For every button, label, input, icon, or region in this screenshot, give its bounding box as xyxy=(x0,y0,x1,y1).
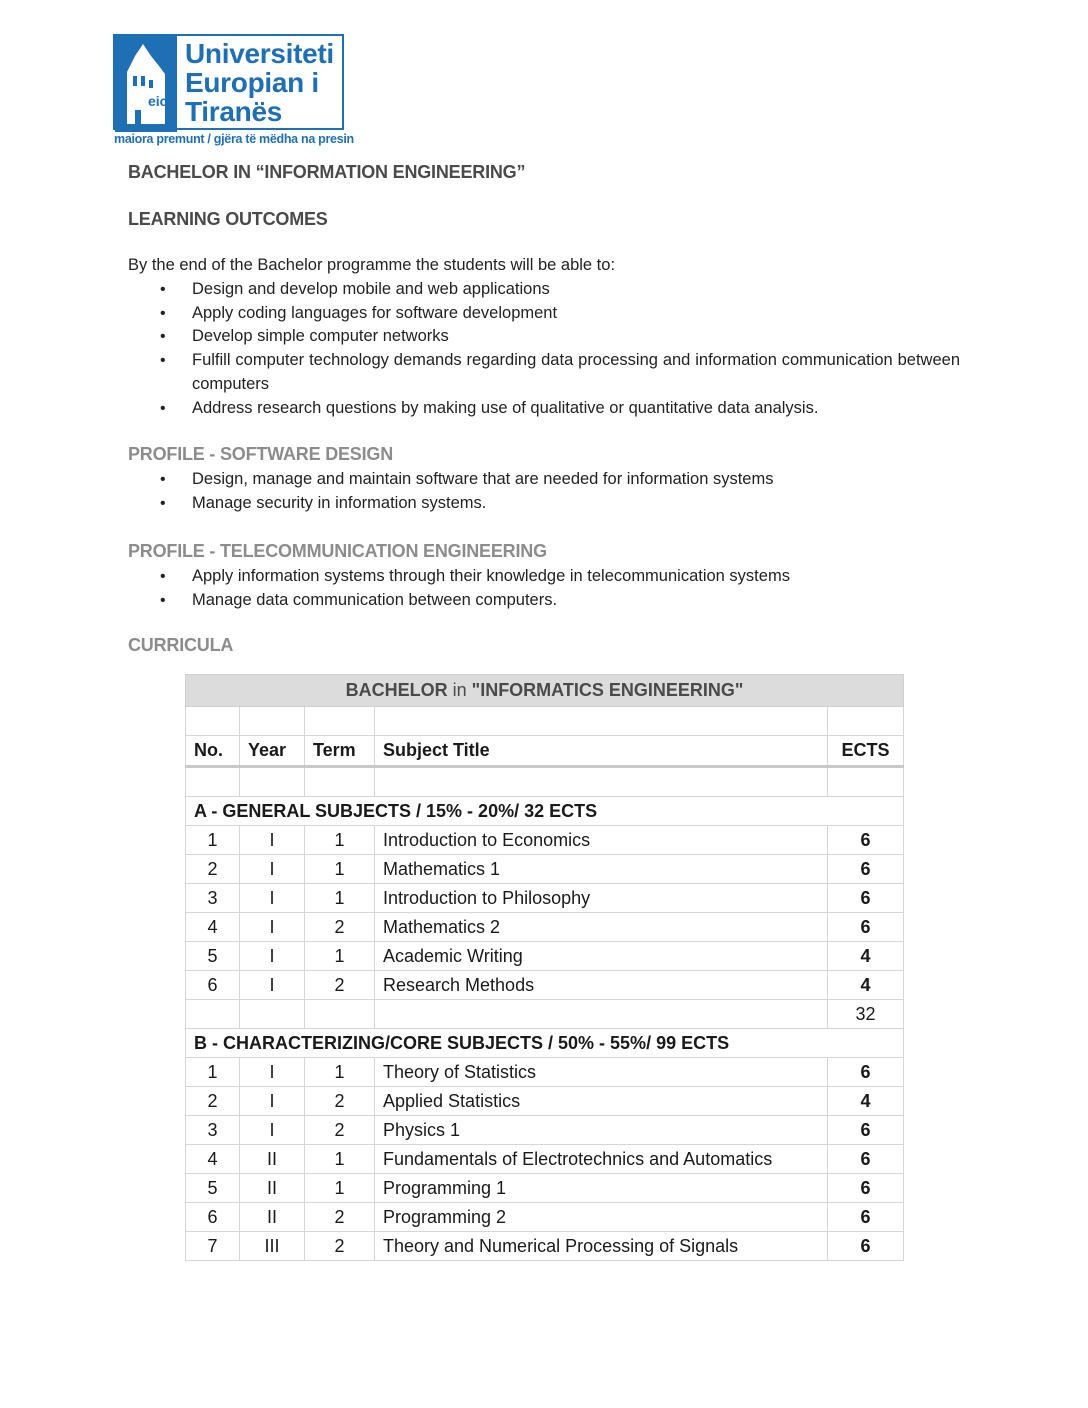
caption-part1: BACHELOR xyxy=(345,680,448,700)
cell-no: 6 xyxy=(186,971,240,1000)
section-a-total: 32 xyxy=(828,1000,904,1029)
cell-year: I xyxy=(240,1087,305,1116)
building-emblem-icon xyxy=(115,36,177,132)
col-header-subject: Subject Title xyxy=(375,736,828,767)
col-header-no: No. xyxy=(186,736,240,767)
cell-year: I xyxy=(240,1058,305,1087)
curricula-table xyxy=(185,674,904,1261)
table-header-row xyxy=(186,736,904,767)
cell-subject: Introduction to Philosophy xyxy=(375,884,828,913)
cell-subject: Applied Statistics xyxy=(375,1087,828,1116)
cell-ects: 4 xyxy=(828,971,904,1000)
list-item: • Apply coding languages for software development xyxy=(160,302,960,326)
cell-ects: 6 xyxy=(828,1116,904,1145)
logo-tagline: maiora premunt / gjëra të mëdha na presin xyxy=(114,132,354,146)
cell-ects: 6 xyxy=(828,826,904,855)
list-item: • Fulfill computer technology demands regarding data processing and information communication between computers xyxy=(160,349,960,396)
cell-year: I xyxy=(240,884,305,913)
document-title: BACHELOR IN “INFORMATION ENGINEERING” xyxy=(128,162,526,182)
list-item: • Develop simple computer networks xyxy=(160,325,960,349)
section-a-row xyxy=(186,797,904,826)
logo-wordmark xyxy=(185,39,345,126)
table-row xyxy=(186,913,904,942)
table-row xyxy=(186,1174,904,1203)
cell-ects: 6 xyxy=(828,855,904,884)
logo-line-2: Europian i xyxy=(185,67,319,98)
cell-year: I xyxy=(240,971,305,1000)
learning-outcomes-list xyxy=(160,278,960,420)
cell-subject: Research Methods xyxy=(375,971,828,1000)
cell-term: 1 xyxy=(305,826,375,855)
spacer-row xyxy=(186,707,904,736)
table-caption xyxy=(186,675,904,707)
cell-ects: 6 xyxy=(828,884,904,913)
cell-subject: Programming 1 xyxy=(375,1174,828,1203)
cell-ects: 4 xyxy=(828,1087,904,1116)
cell-subject: Physics 1 xyxy=(375,1116,828,1145)
logo-frame xyxy=(113,34,344,130)
cell-no: 4 xyxy=(186,913,240,942)
cell-subject: Mathematics 2 xyxy=(375,913,828,942)
cell-year: III xyxy=(240,1232,305,1261)
section-b-row xyxy=(186,1029,904,1058)
cell-term: 2 xyxy=(305,1203,375,1232)
profile-telecom-heading: PROFILE - TELECOMMUNICATION ENGINEERING xyxy=(128,541,547,561)
section-b-body xyxy=(186,1058,904,1261)
caption-in: in xyxy=(452,680,467,700)
table-row xyxy=(186,884,904,913)
learning-outcomes-heading: LEARNING OUTCOMES xyxy=(128,209,328,229)
col-header-ects: ECTS xyxy=(828,736,904,767)
cell-subject: Theory and Numerical Processing of Signals xyxy=(375,1232,828,1261)
cell-subject: Mathematics 1 xyxy=(375,855,828,884)
cell-term: 1 xyxy=(305,855,375,884)
logo-line-3: Tiranës xyxy=(185,96,282,127)
col-header-term: Term xyxy=(305,736,375,767)
profile-telecom-list xyxy=(160,565,960,612)
table-row xyxy=(186,1058,904,1087)
list-item: • Address research questions by making use of qualitative or quantitative data analysis. xyxy=(160,397,960,421)
table-row xyxy=(186,971,904,1000)
col-header-year: Year xyxy=(240,736,305,767)
cell-term: 1 xyxy=(305,1145,375,1174)
cell-term: 2 xyxy=(305,971,375,1000)
table-row xyxy=(186,1203,904,1232)
cell-term: 2 xyxy=(305,1087,375,1116)
list-item: • Manage data communication between computers. xyxy=(160,589,960,613)
cell-no: 1 xyxy=(186,1058,240,1087)
profile-software-heading: PROFILE - SOFTWARE DESIGN xyxy=(128,444,394,464)
caption-part2: "INFORMATICS ENGINEERING" xyxy=(471,680,744,700)
section-a-body xyxy=(186,826,904,1000)
cell-year: I xyxy=(240,855,305,884)
table-row xyxy=(186,942,904,971)
list-item: • Design, manage and maintain software that are needed for information systems xyxy=(160,468,960,492)
cell-year: I xyxy=(240,913,305,942)
cell-year: I xyxy=(240,1116,305,1145)
curricula-heading: CURRICULA xyxy=(128,635,234,655)
cell-year: I xyxy=(240,942,305,971)
cell-term: 1 xyxy=(305,1174,375,1203)
list-item: • Manage security in information systems. xyxy=(160,492,960,516)
cell-ects: 6 xyxy=(828,1174,904,1203)
spacer-row xyxy=(186,767,904,797)
table-row xyxy=(186,1145,904,1174)
cell-no: 2 xyxy=(186,1087,240,1116)
cell-no: 3 xyxy=(186,884,240,913)
cell-term: 2 xyxy=(305,1232,375,1261)
cell-subject: Introduction to Economics xyxy=(375,826,828,855)
section-a-title: A - GENERAL SUBJECTS / 15% - 20%/ 32 ECTS xyxy=(186,797,904,826)
svg-text:eic: eic xyxy=(148,93,168,109)
cell-term: 1 xyxy=(305,942,375,971)
profile-software-list xyxy=(160,468,960,515)
cell-subject: Theory of Statistics xyxy=(375,1058,828,1087)
cell-no: 7 xyxy=(186,1232,240,1261)
cell-ects: 6 xyxy=(828,913,904,942)
list-item: • Design and develop mobile and web applications xyxy=(160,278,960,302)
table-row xyxy=(186,826,904,855)
cell-no: 6 xyxy=(186,1203,240,1232)
table-row xyxy=(186,1232,904,1261)
cell-no: 5 xyxy=(186,942,240,971)
cell-year: II xyxy=(240,1174,305,1203)
table-row xyxy=(186,855,904,884)
cell-term: 1 xyxy=(305,884,375,913)
cell-term: 1 xyxy=(305,1058,375,1087)
cell-term: 2 xyxy=(305,1116,375,1145)
cell-ects: 6 xyxy=(828,1058,904,1087)
table-row xyxy=(186,1087,904,1116)
cell-subject: Programming 2 xyxy=(375,1203,828,1232)
cell-no: 2 xyxy=(186,855,240,884)
cell-subject: Academic Writing xyxy=(375,942,828,971)
cell-year: II xyxy=(240,1145,305,1174)
section-a-total-row xyxy=(186,1000,904,1029)
cell-no: 4 xyxy=(186,1145,240,1174)
learning-outcomes-intro: By the end of the Bachelor programme the students will be able to: xyxy=(128,256,616,274)
cell-no: 3 xyxy=(186,1116,240,1145)
cell-ects: 6 xyxy=(828,1232,904,1261)
cell-no: 1 xyxy=(186,826,240,855)
cell-ects: 4 xyxy=(828,942,904,971)
section-b-title: B - CHARACTERIZING/CORE SUBJECTS / 50% - 55%/ 99 ECTS xyxy=(186,1029,904,1058)
cell-term: 2 xyxy=(305,913,375,942)
table-caption-row xyxy=(186,675,904,707)
table-row xyxy=(186,1116,904,1145)
cell-year: II xyxy=(240,1203,305,1232)
list-item: • Apply information systems through their knowledge in telecommunication systems xyxy=(160,565,960,589)
university-logo xyxy=(113,34,354,149)
logo-line-1: Universiteti xyxy=(185,38,334,69)
cell-year: I xyxy=(240,826,305,855)
cell-ects: 6 xyxy=(828,1203,904,1232)
cell-no: 5 xyxy=(186,1174,240,1203)
cell-ects: 6 xyxy=(828,1145,904,1174)
cell-subject: Fundamentals of Electrotechnics and Automatics xyxy=(375,1145,828,1174)
